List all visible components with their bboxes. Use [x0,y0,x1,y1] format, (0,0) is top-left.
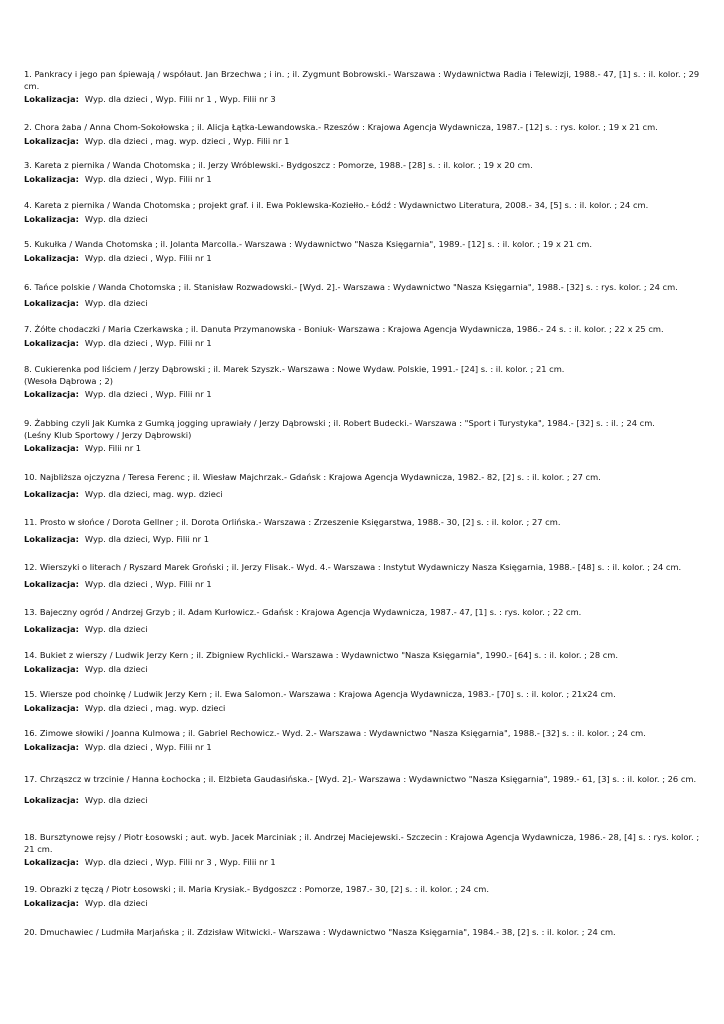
location-label: Lokalizacja: [24,213,79,224]
entry-description: 14. Bukiet z wierszy / Ludwik Jerzy Kern ; il. Zbigniew Rychlicki.- Warszawa : Wydawnictwo "Nasza Księgarnia", 1990.- [64] s. : il. kolor. ; 28 cm. [24,650,619,660]
entry-location [24,742,704,754]
entry-description: 9. Żabbing czyli Jak Kumka z Gumką jogging uprawiały / Jerzy Dąbrowski ; il. Robert Budecki.- Warszawa : "Sport i Turystyka", 1984.- [32] s. : il. ; 24 cm. [24,418,655,428]
entry-series: (Leśny Klub Sportowy / Jerzy Dąbrowski) [24,429,192,440]
entry-description: 18. Bursztynowe rejsy / Piotr Łosowski ; aut. wyb. Jacek Marciniak ; il. Andrzej Maciejewski.- Szczecin : Krajowa Agencja Wydawnicza, 1986.- 28, [4] s. : rys. kolor. ; 21 cm. [24,832,700,854]
catalog-entry [24,282,704,309]
location-value: Wyp. dla dzieci , Wyp. Filii nr 1 [84,578,212,589]
entry-location [24,443,704,455]
location-label: Lokalizacja: [24,533,79,544]
entry-location [24,253,704,265]
catalog-entry [24,239,704,264]
entry-description: 7. Żółte chodaczki / Maria Czerkawska ; il. Danuta Przymanowska - Boniuk- Warszawa : Krajowa Agencja Wydawnicza, 1986.- 24 s. : il. kolor. ; 22 x 25 cm. [24,324,664,334]
catalog-entry [24,884,704,909]
location-value: Wyp. dla dzieci , Wyp. Filii nr 1 [84,337,212,348]
entry-description: 13. Bajeczny ogród / Andrzej Grzyb ; il. Adam Kurłowicz.- Gdańsk : Krajowa Agencja Wydawnicza, 1987.- 47, [1] s. : rys. kolor. ; 22 cm. [24,607,582,617]
location-value: Wyp. Filii nr 1 [84,443,142,453]
catalog-entry [24,728,704,753]
location-label: Lokalizacja: [24,94,79,104]
entry-location [24,214,704,226]
location-value: Wyp. dla dzieci [84,897,148,908]
location-label: Lokalizacja: [24,663,79,674]
location-label: Lokalizacja: [24,488,79,499]
catalog-entry [24,69,704,106]
location-label: Lokalizacja: [24,857,79,867]
entry-description: 6. Tańce polskie / Wanda Chotomska ; il. Stanisław Rozwadowski.- [Wyd. 2].- Warszawa : Wydawnictwo "Nasza Księgarnia", 1988.- [32] s. : rys. kolor. ; 24 cm. [24,282,678,292]
location-label: Lokalizacja: [24,135,79,146]
location-value: Wyp. dla dzieci, mag. wyp. dzieci [84,488,223,499]
location-label: Lokalizacja: [24,297,79,308]
location-value: Wyp. dla dzieci , mag. wyp. dzieci , Wyp. Filii nr 1 [84,135,290,146]
catalog-entry [24,770,704,807]
entry-description: 10. Najbliższa ojczyzna / Teresa Ferenc ; il. Wiesław Majchrzak.- Gdańsk : Krajowa Agencja Wydawnicza, 1982.- 82, [2] s. : il. kolor. ; 27 cm. [24,472,601,482]
entry-description: 15. Wiersze pod choinkę / Ludwik Jerzy Kern ; il. Ewa Salomon.- Warszawa : Krajowa Agencja Wydawnicza, 1983.- [70] s. : il. kolor. ; 21x24 cm. [24,689,616,699]
entry-description: 8. Cukierenka pod liściem / Jerzy Dąbrowski ; il. Marek Szyszk.- Warszawa : Nowe Wydaw. Polskie, 1991.- [24] s. : il. kolor. ; 21 cm. [24,364,565,374]
entry-series: (Wesoła Dąbrowa ; 2) [24,375,114,386]
location-label: Lokalizacja: [24,337,79,348]
catalog-entry [24,689,704,714]
entry-location [24,795,704,807]
location-value: Wyp. dla dzieci , Wyp. Filii nr 1 [84,173,212,184]
location-value: Wyp. dla dzieci , Wyp. Filii nr 3 , Wyp. Filii nr 1 [84,857,276,867]
catalog-entry [24,517,704,545]
entry-location [24,389,704,401]
entry-description: 2. Chora żaba / Anna Chom-Sokołowska ; il. Alicja Łątka-Lewandowska.- Rzeszów : Krajowa Agencja Wydawnicza, 1987.- [12] s. : rys. kolor. ; 19 x 21 cm. [24,122,658,132]
catalog-entry [24,650,704,675]
entry-description: 19. Obrazki z tęczą / Piotr Łosowski ; il. Maria Krysiak.- Bydgoszcz : Pomorze, 1987.- 30, [2] s. : il. kolor. ; 24 cm. [24,884,489,894]
location-label: Lokalizacja: [24,623,79,634]
location-label: Lokalizacja: [24,443,79,453]
location-label: Lokalizacja: [24,702,79,713]
catalog-entry [24,832,704,869]
catalog-entry [24,122,704,147]
entry-location [24,338,704,350]
entry-description: 4. Kareta z piernika / Wanda Chotomska ; projekt graf. i il. Ewa Poklewska-Koziełło.- Łódź : Wydawnictwo Literatura, 2008.- 34, [5] s. : il. kolor. ; 24 cm. [24,200,649,210]
location-value: Wyp. dla dzieci , Wyp. Filii nr 1 [84,741,212,752]
location-label: Lokalizacja: [24,741,79,752]
entry-description: 20. Dmuchawiec / Ludmiła Marjańska ; il. Zdzisław Witwicki.- Warszawa : Wydawnictwo "Nasza Księgarnia", 1984.- 38, [2] s. : il. kolor. ; 24 cm. [24,927,616,937]
location-value: Wyp. dla dzieci , mag. wyp. dzieci [84,702,226,713]
location-label: Lokalizacja: [24,795,79,805]
entry-location [24,857,704,869]
entry-location [24,136,704,148]
catalog-entry [24,472,704,500]
entry-description: 1. Pankracy i jego pan śpiewają / współaut. Jan Brzechwa ; i in. ; il. Zygmunt Bobrowski.- Warszawa : Wydawnictwa Radia i Telewizji, 1988.- 47, [1] s. : il. kolor. ; 29 cm. [24,69,700,91]
location-value: Wyp. dla dzieci [84,297,148,308]
entry-description: 16. Zimowe słowiki / Joanna Kulmowa ; il. Gabriel Rechowicz.- Wyd. 2.- Warszawa : Wydawnictwo "Nasza Księgarnia", 1988.- [32] s. : il. kolor. ; 24 cm. [24,728,646,738]
catalog-entry [24,418,704,455]
entry-location [24,703,704,715]
catalog-entry [24,200,704,225]
catalog-entry [24,562,704,590]
entry-location [24,298,704,310]
entry-description: 11. Prosto w słońce / Dorota Gellner ; il. Dorota Orlińska.- Warszawa : Zrzeszenie Księgarstwa, 1988.- 30, [2] s. : il. kolor. ; 27 cm. [24,517,561,527]
catalog-entry [24,607,704,635]
location-value: Wyp. dla dzieci , Wyp. Filii nr 1 , Wyp. Filii nr 3 [84,94,276,104]
entry-description: 12. Wierszyki o literach / Ryszard Marek Groński ; il. Jerzy Flisak.- Wyd. 4.- Warszawa : Instytut Wydawniczy Nasza Księgarnia, 1988.- [48] s. : il. kolor. ; 24 cm. [24,562,682,572]
entry-location [24,174,704,186]
location-label: Lokalizacja: [24,578,79,589]
location-value: Wyp. dla dzieci , Wyp. Filii nr 1 [84,252,212,263]
catalog-entry [24,324,704,349]
location-label: Lokalizacja: [24,173,79,184]
entry-description: 5. Kukułka / Wanda Chotomska ; il. Jolanta Marcolla.- Warszawa : Wydawnictwo "Nasza Księgarnia", 1989.- [12] s. : il. kolor. ; 19 x 21 cm. [24,239,592,249]
entry-location [24,898,704,910]
location-value: Wyp. dla dzieci, Wyp. Filii nr 1 [84,533,210,544]
location-value: Wyp. dla dzieci [84,663,148,674]
entry-location [24,624,704,636]
entry-description: 3. Kareta z piernika / Wanda Chotomska ; il. Jerzy Wróblewski.- Bydgoszcz : Pomorze, 1988.- [28] s. : il. kolor. ; 19 x 20 cm. [24,160,533,170]
entry-location [24,94,704,106]
location-value: Wyp. dla dzieci [84,795,148,805]
entry-location [24,534,704,546]
location-value: Wyp. dla dzieci , Wyp. Filii nr 1 [84,389,212,399]
location-value: Wyp. dla dzieci [84,213,148,224]
location-value: Wyp. dla dzieci [84,623,148,634]
catalog-entry [24,160,704,185]
entry-location [24,489,704,501]
location-label: Lokalizacja: [24,897,79,908]
location-label: Lokalizacja: [24,252,79,263]
entry-location [24,579,704,591]
catalog-entry [24,927,704,939]
entry-description: 17. Chrząszcz w trzcinie / Hanna Łochocka ; il. Elżbieta Gaudasińska.- [Wyd. 2].- Warszawa : Wydawnictwo "Nasza Księgarnia", 1989.- 61, [3] s. : il. kolor. ; 26 cm. [24,774,697,784]
entry-location [24,664,704,676]
location-label: Lokalizacja: [24,389,79,399]
catalog-entry [24,364,704,401]
